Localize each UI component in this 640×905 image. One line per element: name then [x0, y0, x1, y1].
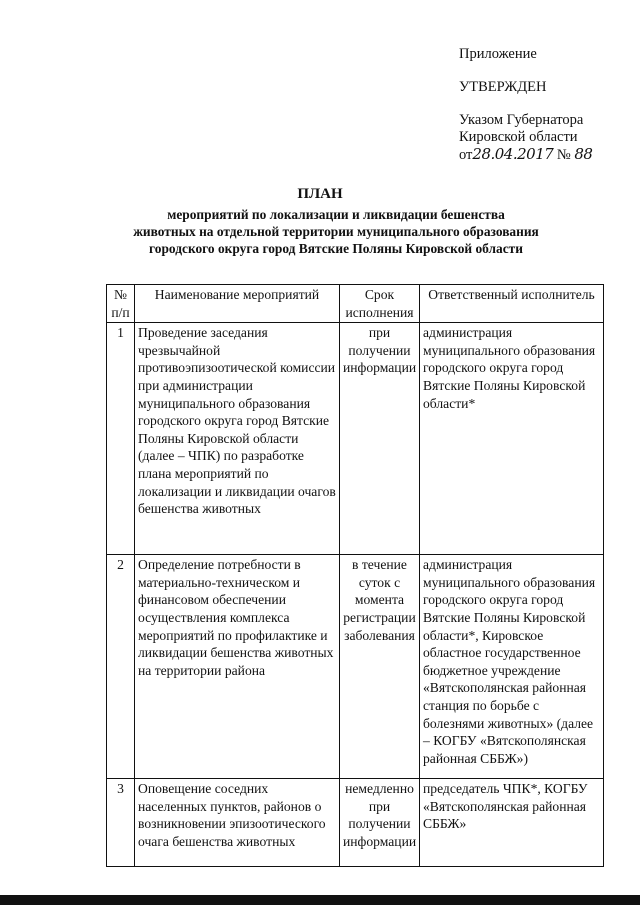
decree-date-line [459, 146, 592, 164]
measure-responsible: администрация муниципального образования городского округа город Вятские Поляны Кировской области*, Кировское областное государственное бюджетное учреждение «Вятскополянская районная станция по борьбе с болезнями животных» (далее – КОГБУ «Вятскополянская районная СББЖ») [420, 555, 604, 779]
number-prefix: № [556, 147, 571, 163]
table-row [107, 779, 604, 867]
decree-line-1: Указом Губернатора [459, 112, 584, 128]
header-responsible: Ответственный исполнитель [420, 285, 604, 323]
subtitle-line-3: городского округа город Вятские Поляны Кировской области [149, 241, 523, 256]
handwritten-date: 28.04.2017 [472, 145, 554, 163]
table-row [107, 323, 604, 555]
approval-block [459, 46, 592, 164]
measure-name: Оповещение соседних населенных пунктов, районов о возникновении эпизоотического очага бешенства животных [135, 779, 340, 867]
table-row [107, 555, 604, 779]
document-title: ПЛАН [297, 186, 343, 202]
measure-term: немедленно при получении информации [340, 779, 420, 867]
row-number: 2 [107, 555, 135, 779]
measure-name: Проведение заседания чрезвычайной противоэпизоотической комиссии при администрации муниципального образования городского округа город Вятские Поляны Кировской области (далее – ЧПК) по разработке плана мероприятий по локализации и ликвидации очагов бешенства животных [135, 323, 340, 555]
measures-table [106, 284, 604, 867]
measure-name: Определение потребности в материально-техническом и финансовом обеспечении осуществления комплекса мероприятий по профилактике и ликвидации бешенства животных на территории района [135, 555, 340, 779]
handwritten-number: 88 [574, 145, 593, 163]
scan-edge-bar [0, 895, 640, 905]
measure-responsible: администрация муниципального образования городского округа город Вятские Поляны Кировской области* [420, 323, 604, 555]
header-number: № п/п [107, 285, 135, 323]
header-term: Срок исполнения [340, 285, 420, 323]
subtitle-line-2: животных на отдельной территории муниципального образования [133, 224, 539, 239]
measure-term: при получении информации [340, 323, 420, 555]
approved-label: УТВЕРЖДЕН [459, 79, 547, 95]
appendix-label: Приложение [459, 46, 537, 62]
header-measure-name: Наименование мероприятий [135, 285, 340, 323]
subtitle-line-1: мероприятий по локализации и ликвидации бешенства [167, 207, 505, 222]
document-subtitle [110, 206, 562, 257]
measure-term: в течение суток с момента регистрации заболевания [340, 555, 420, 779]
table-header-row [107, 285, 604, 323]
row-number: 1 [107, 323, 135, 555]
measure-responsible: председатель ЧПК*, КОГБУ «Вятскополянская районная СББЖ» [420, 779, 604, 867]
date-prefix: от [459, 147, 473, 163]
decree-line-2: Кировской области [459, 129, 578, 145]
row-number: 3 [107, 779, 135, 867]
